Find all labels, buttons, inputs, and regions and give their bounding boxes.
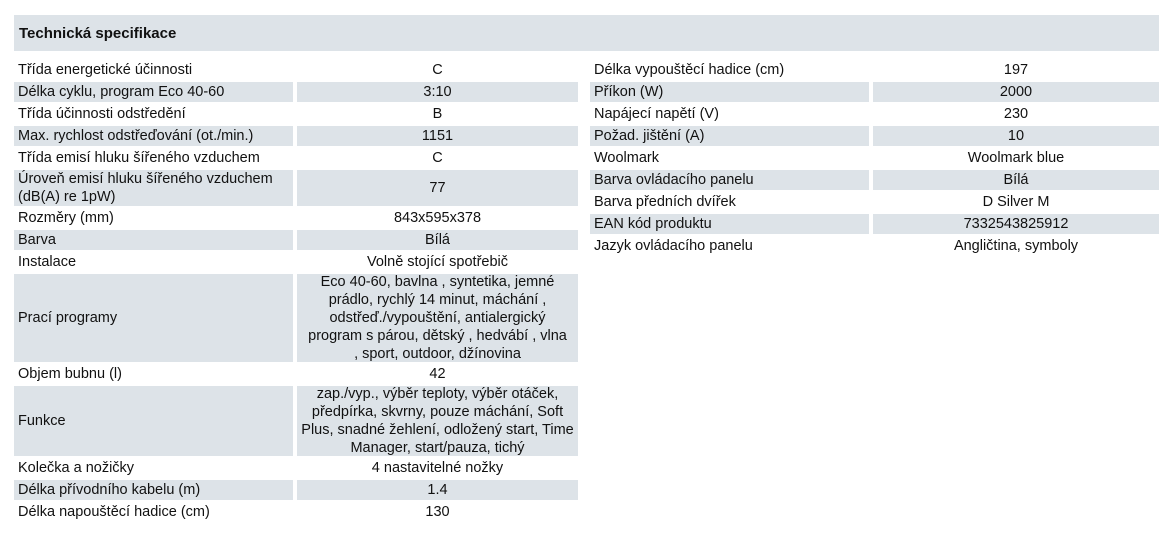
row-label: Délka cyklu, program Eco 40-60: [14, 82, 293, 102]
row-value: Volně stojící spotřebič: [366, 254, 509, 270]
table-row: [14, 208, 578, 228]
table-row: [14, 126, 578, 146]
row-label: Funkce: [14, 386, 293, 456]
row-label: Třída účinnosti odstředění: [18, 106, 186, 122]
row-value: 3:10: [297, 82, 578, 102]
row-label: Délka přívodního kabelu (m): [14, 480, 293, 500]
table-row: [590, 148, 1159, 168]
table-row: [590, 104, 1159, 124]
row-value: Eco 40-60, bavlna , syntetika, jemné prádlo, rychlý 14 minut, máchání , odstřeď./vypouštění, antialergický program s párou, dětský , hedvábí , vlna , sport, outdoor, džínovina: [297, 274, 578, 362]
row-label: Příkon (W): [590, 82, 869, 102]
table-row: [14, 386, 578, 456]
row-label: Woolmark: [594, 150, 659, 166]
row-label: Max. rychlost odstřeďování (ot./min.): [14, 126, 293, 146]
table-row: [14, 170, 578, 206]
row-label: Délka vypouštěcí hadice (cm): [594, 62, 785, 78]
table-row: [590, 192, 1159, 212]
row-value: Bílá: [297, 230, 578, 250]
row-value: 42: [429, 366, 446, 382]
row-value: 4 nastavitelné nožky: [371, 460, 504, 476]
row-label: Jazyk ovládacího panelu: [594, 238, 753, 254]
table-row: [14, 230, 578, 250]
spec-table-right: [590, 60, 1159, 258]
table-row: [14, 480, 578, 500]
table-row: [14, 252, 578, 272]
row-value: B: [432, 106, 443, 122]
row-label: Délka napouštěcí hadice (cm): [18, 504, 210, 520]
row-label: Požad. jištění (A): [590, 126, 869, 146]
table-row: [14, 458, 578, 478]
table-row: [14, 274, 578, 362]
row-label: Prací programy: [14, 274, 293, 362]
row-value: 130: [425, 504, 450, 520]
row-label: Barva ovládacího panelu: [590, 170, 869, 190]
row-label: EAN kód produktu: [590, 214, 869, 234]
table-row: [590, 82, 1159, 102]
table-row: [14, 148, 578, 168]
row-value: 197: [1003, 62, 1029, 78]
row-label: Napájecí napětí (V): [594, 106, 719, 122]
row-value: 843x595x378: [393, 210, 482, 226]
table-row: [590, 214, 1159, 234]
row-label: Objem bubnu (l): [18, 366, 122, 382]
row-label: Barva předních dvířek: [594, 194, 736, 210]
row-label: Úroveň emisí hluku šířeného vzduchem (dB(A) re 1pW): [14, 170, 293, 206]
table-row: [590, 170, 1159, 190]
spec-header: [14, 15, 1159, 51]
row-label: Třída emisí hluku šířeného vzduchem: [18, 150, 260, 166]
table-row: [14, 104, 578, 124]
row-value: D Silver M: [982, 194, 1050, 210]
row-label: Třída energetické účinnosti: [18, 62, 193, 78]
table-row: [14, 502, 578, 522]
row-value: zap./vyp., výběr teploty, výběr otáček, předpírka, skvrny, pouze máchání, Soft Plus, snadné žehlení, odložený start, Time Manager, start/pauza, tichý: [297, 386, 578, 456]
row-value: 7332543825912: [873, 214, 1159, 234]
spec-table-left: [14, 60, 578, 524]
page-title: Technická specifikace: [19, 24, 177, 42]
table-row: [590, 126, 1159, 146]
row-value: 2000: [873, 82, 1159, 102]
row-label: Kolečka a nožičky: [18, 460, 135, 476]
table-row: [14, 60, 578, 80]
row-value: 1.4: [297, 480, 578, 500]
row-label: Barva: [14, 230, 293, 250]
table-row: [590, 60, 1159, 80]
table-row: [14, 364, 578, 384]
row-value: Angličtina, symboly: [953, 238, 1079, 254]
table-row: [14, 82, 578, 102]
row-value: 10: [873, 126, 1159, 146]
row-value: C: [432, 150, 443, 166]
row-value: Woolmark blue: [967, 150, 1065, 166]
row-value: Bílá: [873, 170, 1159, 190]
row-value: 230: [1003, 106, 1029, 122]
table-row: [590, 236, 1159, 256]
row-label: Instalace: [18, 254, 77, 270]
row-value: 1151: [297, 126, 578, 146]
row-label: Rozměry (mm): [18, 210, 114, 226]
row-value: 77: [297, 170, 578, 206]
row-value: C: [432, 62, 443, 78]
